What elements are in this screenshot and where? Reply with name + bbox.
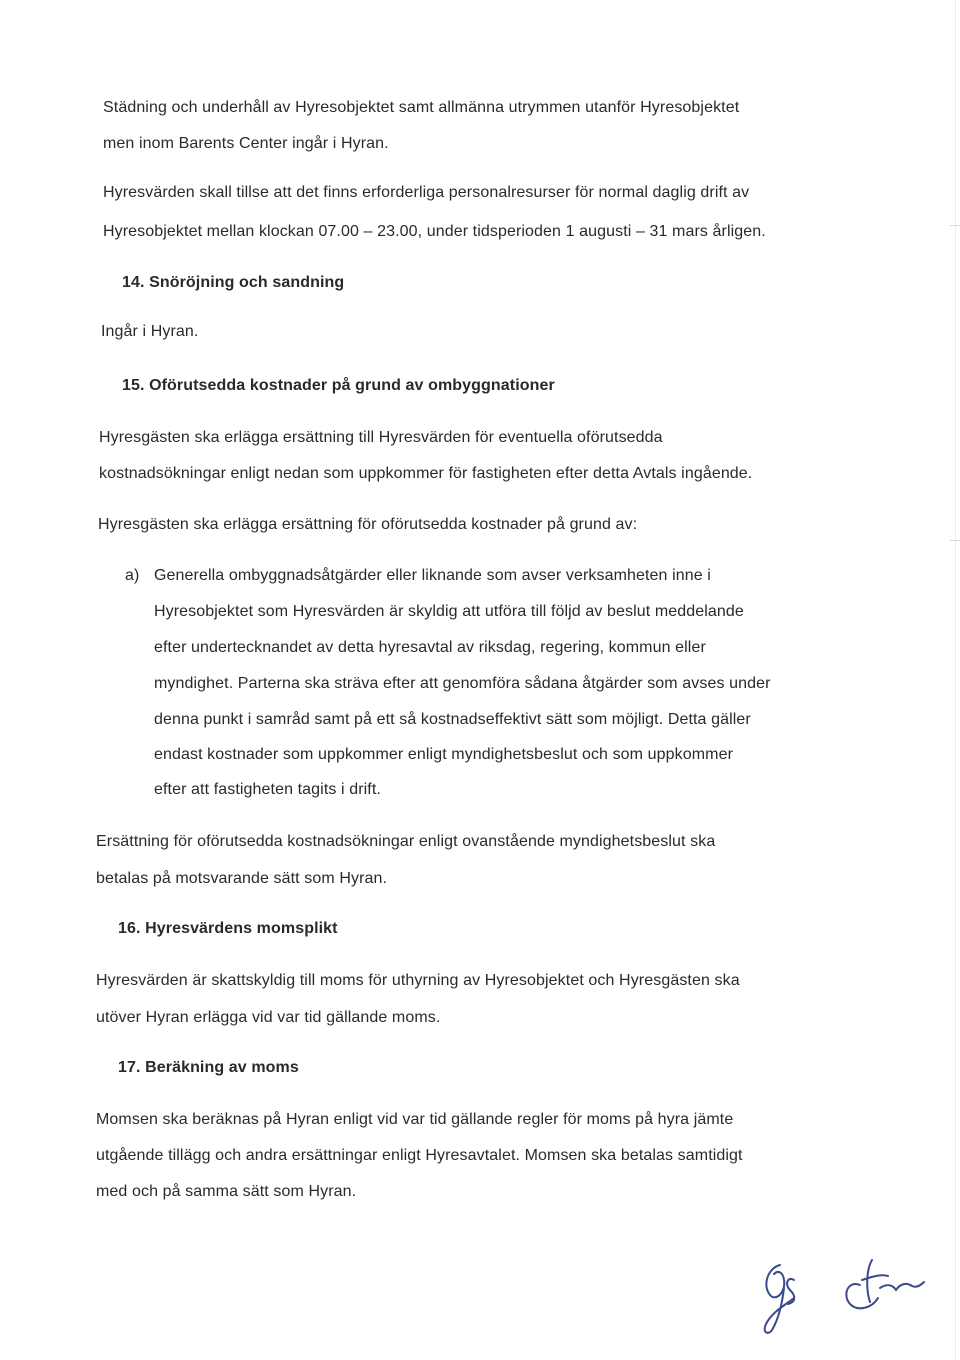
scan-edge-mark: [950, 225, 960, 226]
list-item-line: endast kostnader som uppkommer enligt myndighetsbeslut och som uppkommer: [154, 746, 734, 763]
paragraph-line: Momsen ska beräknas på Hyran enligt vid var tid gällande regler för moms på hyra jämte: [96, 1111, 734, 1128]
paragraph-line: utöver Hyran erlägga vid var tid gällande moms.: [96, 1009, 441, 1026]
paragraph-line: utgående tillägg och andra ersättningar enligt Hyresavtalet. Momsen ska betalas samtidigt: [96, 1147, 743, 1164]
paragraph-line: betalas på motsvarande sätt som Hyran.: [96, 870, 388, 887]
list-item-line: Generella ombyggnadsåtgärder eller liknande som avser verksamheten inne i: [154, 567, 711, 584]
paragraph-line: Hyresvärden är skattskyldig till moms för uthyrning av Hyresobjektet och Hyresgästen ska: [96, 972, 740, 989]
paragraph-line: Ersättning för oförutsedda kostnadsökningar enligt ovanstående myndighetsbeslut ska: [96, 833, 716, 850]
list-marker: a): [125, 567, 140, 584]
paragraph-line: Hyresgästen ska erlägga ersättning till Hyresvärden för eventuella oförutsedda: [99, 429, 663, 446]
scan-edge-mark: [950, 540, 960, 541]
paragraph-line: med och på samma sätt som Hyran.: [96, 1183, 357, 1200]
paragraph-line: men inom Barents Center ingår i Hyran.: [103, 135, 389, 152]
signature-initials: [750, 1240, 930, 1340]
list-item-line: myndighet. Parterna ska sträva efter att genomföra sådana åtgärder som avses under: [154, 675, 771, 692]
paragraph-line: Hyresobjektet mellan klockan 07.00 – 23.00, under tidsperioden 1 augusti – 31 mars årligen.: [103, 223, 766, 240]
paragraph-line: Städning och underhåll av Hyresobjektet samt allmänna utrymmen utanför Hyresobjektet: [103, 99, 740, 116]
section-heading: 16. Hyresvärdens momsplikt: [118, 920, 338, 937]
list-item-line: Hyresobjektet som Hyresvärden är skyldig att utföra till följd av beslut meddelande: [154, 603, 744, 620]
scan-edge-mark: [955, 0, 956, 1360]
list-item-line: efter att fastigheten tagits i drift.: [154, 781, 381, 798]
list-item-line: efter undertecknandet av detta hyresavtal av riksdag, regering, kommun eller: [154, 639, 706, 656]
paragraph-line: kostnadsökningar enligt nedan som uppkommer för fastigheten efter detta Avtals ingående.: [99, 465, 753, 482]
section-heading: 15. Oförutsedda kostnader på grund av ombyggnationer: [122, 377, 555, 394]
paragraph-line: Ingår i Hyran.: [101, 323, 199, 340]
section-heading: 14. Snöröjning och sandning: [122, 274, 345, 291]
list-item-line: denna punkt i samråd samt på ett så kostnadseffektivt sätt som möjligt. Detta gäller: [154, 711, 751, 728]
paragraph-line: Hyresgästen ska erlägga ersättning för oförutsedda kostnader på grund av:: [98, 516, 638, 533]
paragraph-line: Hyresvärden skall tillse att det finns erforderliga personalresurser för normal daglig drift av: [103, 184, 750, 201]
section-heading: 17. Beräkning av moms: [118, 1059, 299, 1076]
